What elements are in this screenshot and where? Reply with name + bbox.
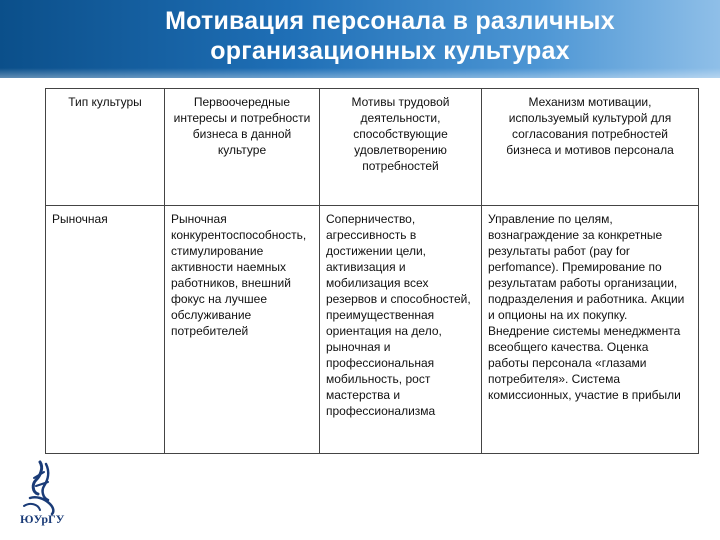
cell-culture-type: Рыночная (46, 206, 165, 454)
cell-work-motives: Соперничество, агрессивность в достижении цели, активизация и мобилизация всех резервов и способностей, преимущественная ориентация на дело, рыночная и профессиональная мобильность, рост мастерства и профессионализма (320, 206, 482, 454)
header-work-motives: Мотивы трудовой деятельности, способствующие удовлетворению потребностей (320, 89, 482, 206)
header-culture-type: Тип культуры (46, 89, 165, 206)
motivation-table (45, 88, 699, 454)
table-row (46, 206, 699, 454)
slide-title-line-1: Мотивация персонала в различных (165, 7, 615, 35)
cell-motivation-mechanism: Управление по целям, вознаграждение за конкретные результаты работ (pay for perfomance). Премирование по результатам работы организации, подразделения и работника. Акции и опционы на их покупку. Внедрение системы менеджмента всеобщего качества. Оценка работы персонала «глазами потребителя». Система комиссионных, участие в прибыли (482, 206, 699, 454)
university-logo-text: ЮУрГУ (20, 512, 65, 526)
slide-title-line-2: организационных культурах (210, 37, 570, 65)
header-motivation-mechanism: Механизм мотивации, используемый культурой для согласования потребностей бизнеса и мотивов персонала (482, 89, 699, 206)
table-header-row (46, 89, 699, 206)
header-business-needs: Первоочередные интересы и потребности бизнеса в данной культуре (165, 89, 320, 206)
slide-title (90, 6, 690, 66)
university-logo-icon (10, 458, 82, 538)
cell-business-needs: Рыночная конкурентоспособность, стимулирование активности наемных работников, внешний фокус на лучшее обслуживание потребителей (165, 206, 320, 454)
